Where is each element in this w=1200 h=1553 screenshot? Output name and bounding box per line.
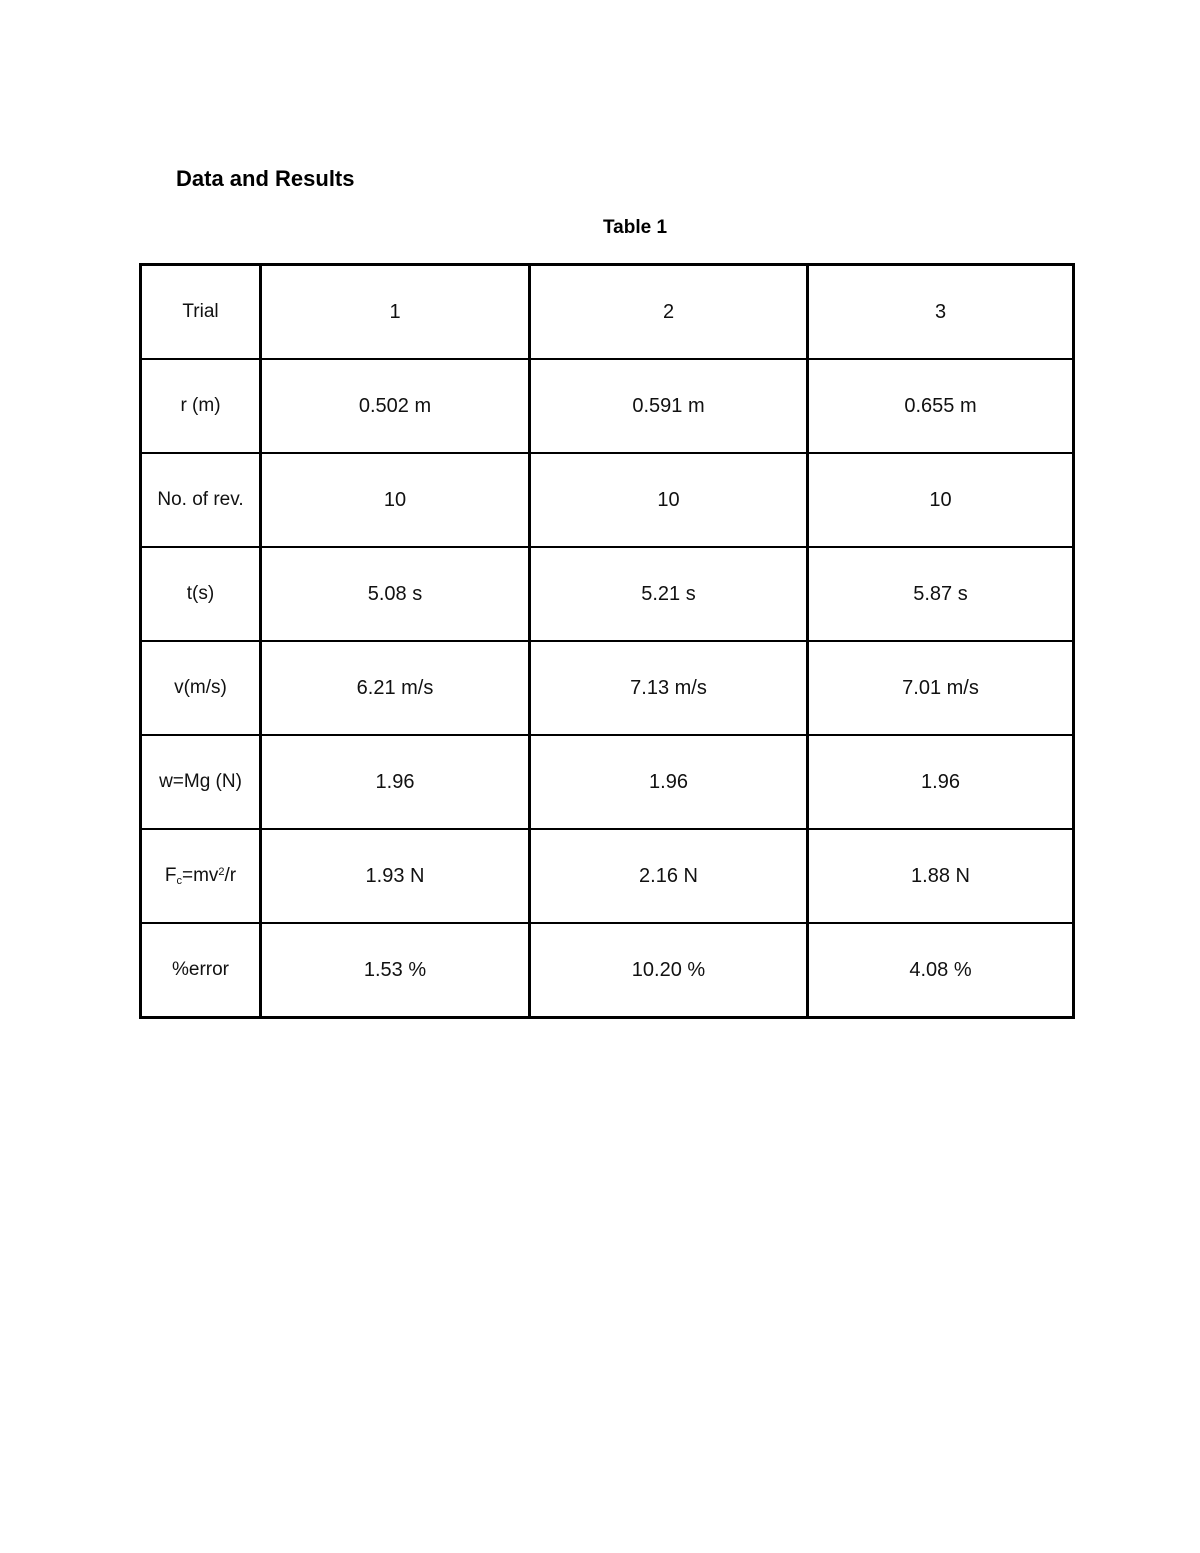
trial-label-cell: Trial — [141, 265, 261, 360]
trial-3-header-cell: 3 — [808, 265, 1074, 360]
table-cell: 10 — [261, 453, 530, 547]
row-label: r (m) — [141, 359, 261, 453]
row-label — [141, 829, 261, 923]
table-header-row — [141, 265, 1074, 360]
row-label: No. of rev. — [141, 453, 261, 547]
table-row-centripetal-force — [141, 829, 1074, 923]
trial-2-header-cell: 2 — [530, 265, 808, 360]
table-row-velocity — [141, 641, 1074, 735]
formula-part: /r — [224, 865, 237, 886]
row-label: v(m/s) — [141, 641, 261, 735]
table-cell: 1.96 — [261, 735, 530, 829]
results-table — [139, 263, 1075, 1019]
table-cell: 0.591 m — [530, 359, 808, 453]
row-label: t(s) — [141, 547, 261, 641]
table-cell: 5.08 s — [261, 547, 530, 641]
table-cell: 4.08 % — [808, 923, 1074, 1018]
table-cell: 10 — [530, 453, 808, 547]
table-cell: 0.655 m — [808, 359, 1074, 453]
table-cell: 7.01 m/s — [808, 641, 1074, 735]
table-row-radius — [141, 359, 1074, 453]
table-cell: 1.96 — [530, 735, 808, 829]
formula-superscript: 2 — [218, 866, 225, 878]
row-label: %error — [141, 923, 261, 1018]
table-cell: 5.87 s — [808, 547, 1074, 641]
table-cell: 6.21 m/s — [261, 641, 530, 735]
table-caption: Table 1 — [602, 217, 668, 238]
table-cell: 10 — [808, 453, 1074, 547]
table-cell: 0.502 m — [261, 359, 530, 453]
table-row-percent-error — [141, 923, 1074, 1018]
formula-subscript: c — [176, 875, 182, 887]
table-row-weight — [141, 735, 1074, 829]
formula-part: =mv — [181, 865, 219, 886]
table-cell: 2.16 N — [530, 829, 808, 923]
table-cell: 1.88 N — [808, 829, 1074, 923]
formula-part: F — [164, 865, 177, 886]
row-label: w=Mg (N) — [141, 735, 261, 829]
table-cell: 1.93 N — [261, 829, 530, 923]
table-cell: 1.53 % — [261, 923, 530, 1018]
trial-1-header-cell: 1 — [261, 265, 530, 360]
table-row-revolutions — [141, 453, 1074, 547]
section-heading: Data and Results — [176, 166, 355, 191]
table-row-time — [141, 547, 1074, 641]
table-cell: 5.21 s — [530, 547, 808, 641]
table-cell: 10.20 % — [530, 923, 808, 1018]
table-cell: 7.13 m/s — [530, 641, 808, 735]
table-cell: 1.96 — [808, 735, 1074, 829]
